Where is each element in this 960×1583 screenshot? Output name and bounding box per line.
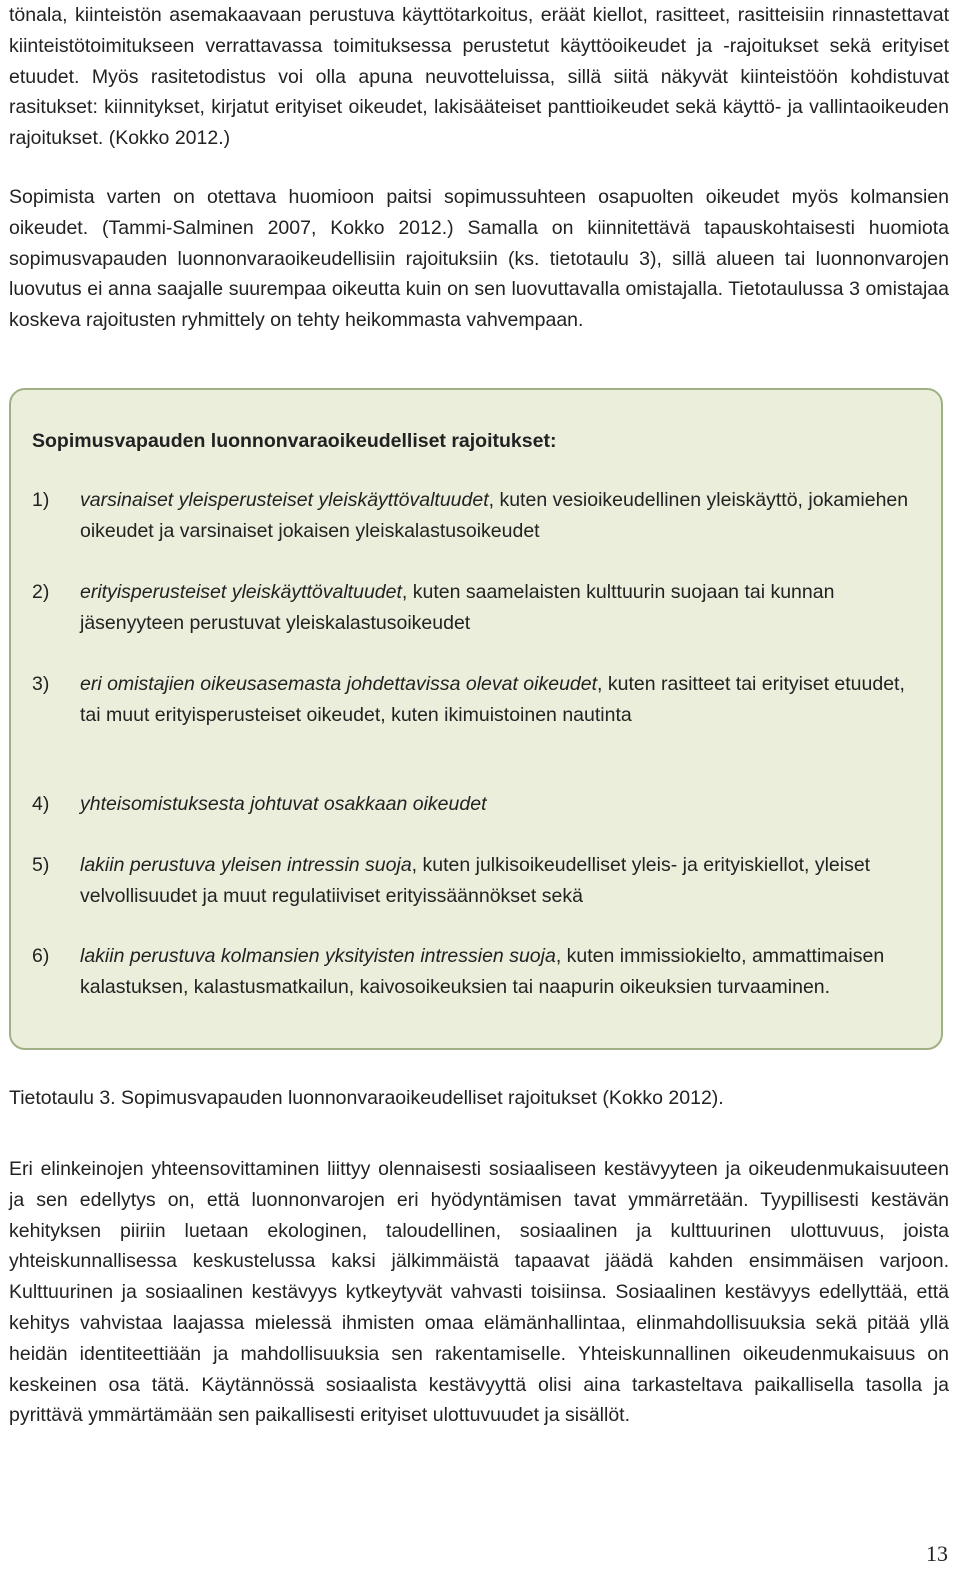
list-item-number: 2) [32, 581, 50, 603]
list-item-number: 1) [32, 489, 50, 511]
paragraph-3: Eri elinkeinojen yhteensovittaminen liittyy olennaisesti sosiaaliseen kestävyyteen ja oikeudenmukaisuuteen ja sen edellytys on, että luonnonvarojen eri hyödyntämisen tavat ymmärretään. Tyypillisesti kestävän kehityksen piiriin luetaan ekologinen, taloudellinen, sosiaalinen ja kulttuurinen ulottuvuus, joista yhteiskunnallisessa keskustelussa kaksi jälkimmäistä tapaavat jäädä kahden ensimmäisen varjoon. Kulttuurinen ja sosiaalinen kestävyys kytkeytyvät vahvasti toisiinsa. Sosiaalinen kestävyys edellyttää, että kehitys vahvistaa laajassa mielessä ihmisten omaa elämänhallintaa, elinmahdollisuuksia sekä pitää yllä heidän identiteettiään ja mahdollisuuksia sen rakentamiselle. Yhteiskunnallinen oikeudenmukaisuus on keskeinen osa tätä. Käytännössä sosiaalista kestävyyttä olisi aina tarkasteltava paikallisella tasolla ja pyrittävä ymmärtämään sen paikallisesti erityiset ulottuvuudet ja sisällöt. [9, 1158, 949, 1427]
info-box [9, 388, 943, 1050]
page-number: 13 [926, 1541, 948, 1566]
list-item-text: lakiin perustuva yleisen intressin suoja, kuten julkisoikeudelliset yleis- ja erityiskiellot, yleiset velvollisuudet ja muut regulatiiviset erityissäännökset sekä [80, 854, 871, 907]
list-item-text: eri omistajien oikeusasemasta johdettavissa olevat oikeudet, kuten rasitteet tai erityiset etuudet, tai muut erityisperusteiset oikeudet, kuten ikimuistoinen nautinta [80, 673, 905, 726]
list-item-text: lakiin perustuva kolmansien yksityisten intressien suoja, kuten immissiokielto, ammattimaisen kalastuksen, kalastusmatkailun, kaivosoikeuksien tai naapurin oikeuksien turvaaminen. [80, 945, 885, 998]
list-item-number: 3) [32, 673, 50, 695]
paragraph-1: tönala, kiinteistön asemakaavaan perustuva käyttötarkoitus, eräät kiellot, rasitteet, rasitteisiin rinnastettavat kiinteistötoimitukseen verrattavassa toimituksessa perustetut käyttöoikeudet ja -rajoitukset sekä erityiset etuudet. Myös rasitetodistus voi olla apuna neuvotteluissa, sillä siitä näkyvät kiinteistöön kohdistuvat rasitukset: kiinnitykset, kirjatut erityiset oikeudet, lakisääteiset panttioikeudet sekä käyttö- ja vallintaoikeuden rajoitukset. (Kokko 2012.) [9, 4, 949, 150]
paragraph-2: Sopimista varten on otettava huomioon paitsi sopimussuhteen osapuolten oikeudet myös kolmansien oikeudet. (Tammi-Salminen 2007, Kokko 2012.) Samalla on kiinnitettävä tapauskohtaisesti huomiota sopimusvapauden luonnonvaraoikeudellisiin rajoituksiin (ks. tietotaulu 3), sillä alueen tai luonnonvarojen luovutus ei anna saajalle suurempaa oikeutta kuin on sen luovuttavalla omistajalla. Tietotaulussa 3 omistajaa koskeva rajoitusten ryhmittely on tehty heikommasta vahvempaan. [9, 186, 949, 332]
info-box-title: Sopimusvapauden luonnonvaraoikeudelliset rajoitukset: [32, 430, 557, 452]
list-item-text: varsinaiset yleisperusteiset yleiskäyttövaltuudet, kuten vesioikeudellinen yleiskäyttö, jokamiehen oikeudet ja varsinaiset jokaisen yleiskalastusoikeudet [80, 489, 909, 542]
list-item-number: 4) [32, 793, 50, 815]
list-item-number: 6) [32, 945, 50, 967]
list-item-number: 5) [32, 854, 50, 876]
list-item-text: yhteisomistuksesta johtuvat osakkaan oikeudet [80, 793, 487, 815]
table-caption: Tietotaulu 3. Sopimusvapauden luonnonvaraoikeudelliset rajoitukset (Kokko 2012). [9, 1087, 724, 1109]
list-item-text: erityisperusteiset yleiskäyttövaltuudet, kuten saamelaisten kulttuurin suojaan tai kunnan jäsenyyteen perustuvat yleiskalastusoikeudet [80, 581, 835, 634]
